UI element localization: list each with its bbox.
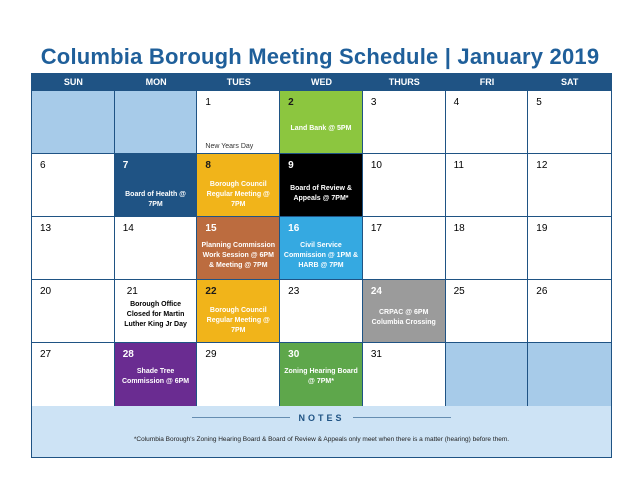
day-number: 2 [288,97,294,108]
page-title: Columbia Borough Meeting Schedule | January 2019 [40,44,600,69]
day-number: 6 [40,160,46,171]
day-cell [197,280,280,343]
event-label: CRPAC @ 6PM Columbia Crossing [371,309,436,326]
day-cell [197,91,280,154]
day-cell [115,91,198,154]
day-number: 21 [126,286,138,297]
holiday-label: New Years Day [205,143,254,150]
day-number: 4 [453,97,460,108]
day-number: 3 [370,97,377,108]
day-cell [197,343,280,406]
day-cell [280,154,363,217]
day-number: 1 [205,97,211,108]
day-number: 28 [122,349,134,360]
event-label: Zoning Hearing Board @ 7PM* [284,368,358,385]
weekday-sun: SUN [63,77,83,87]
day-cell [115,343,198,406]
day-number: 13 [40,223,52,234]
day-cell [32,154,115,217]
event-label: Planning Commission Work Session @ 6PM & Meeting @ 7PM [201,242,276,269]
weekday-wed: WED [311,77,333,87]
day-cell [446,343,529,406]
day-cell [528,154,611,217]
weekday-header [32,74,611,91]
day-cell [446,154,529,217]
day-cell [363,217,446,280]
day-cell [446,217,529,280]
event-label: Civil Service Commission @ 1PM & HARB @ 7PM [283,242,359,269]
day-cell [280,343,363,406]
event-label: Land Bank @ 5PM [290,125,352,132]
day-cell [280,217,363,280]
day-cell [197,217,280,280]
day-cell [115,217,198,280]
day-cell [528,91,611,154]
notes-text: *Columbia Borough's Zoning Hearing Board & Board of Review & Appeals only meet when there is a matter (hearing) before them. [133,436,510,443]
day-number: 11 [453,160,464,171]
day-number: 18 [453,223,465,234]
day-cell [115,280,198,343]
day-cell [528,280,611,343]
day-number: 22 [205,286,217,297]
day-cell [363,343,446,406]
day-cell [528,343,611,406]
day-cell [197,154,280,217]
day-number: 24 [370,286,382,297]
notes-title-text: NOTES [290,413,352,423]
day-number: 26 [536,286,548,297]
day-number: 27 [40,349,52,360]
day-number: 31 [370,349,382,360]
day-cell [32,343,115,406]
weekday-sat: SAT [561,77,579,87]
day-cell [32,91,115,154]
day-number: 7 [122,160,129,171]
day-number: 15 [205,223,217,234]
event-label: Borough Office Closed for Martin Luther King Jr Day [124,301,187,328]
weekday-mon: MON [145,77,167,87]
day-cell [32,280,115,343]
day-number: 8 [205,160,211,171]
day-cell [446,280,529,343]
notes-section [32,406,611,457]
day-number: 23 [288,286,300,297]
event-label: Board of Review & Appeals @ 7PM* [290,185,352,202]
weekday-fri: FRI [479,77,495,87]
day-cell [528,217,611,280]
day-number: 16 [288,223,300,234]
event-label: Shade Tree Commission @ 6PM [122,368,190,385]
day-number: 17 [370,223,382,234]
event-label: Borough Council Regular Meeting @ 7PM [206,307,270,334]
day-cell [363,280,446,343]
day-cell [115,154,198,217]
calendar-grid [32,91,611,406]
day-number: 10 [370,160,382,171]
day-number: 30 [288,349,300,360]
day-number: 29 [205,349,217,360]
event-label: Borough Council Regular Meeting @ 7PM [206,181,270,208]
day-cell [32,217,115,280]
day-number: 25 [453,286,465,297]
day-number: 9 [288,160,294,171]
day-cell [280,91,363,154]
weekday-thu: THURS [388,77,420,87]
day-cell [280,280,363,343]
calendar [31,73,612,458]
day-cell [363,91,446,154]
weekday-tue: TUES [226,77,251,87]
day-cell [446,91,529,154]
day-cell [363,154,446,217]
notes-title [32,413,611,423]
day-number: 19 [536,223,548,234]
day-number: 20 [40,286,52,297]
day-number: 14 [122,223,134,234]
event-label: Board of Health @ 7PM [125,191,186,208]
day-number: 5 [536,97,542,108]
day-number: 12 [536,160,548,171]
